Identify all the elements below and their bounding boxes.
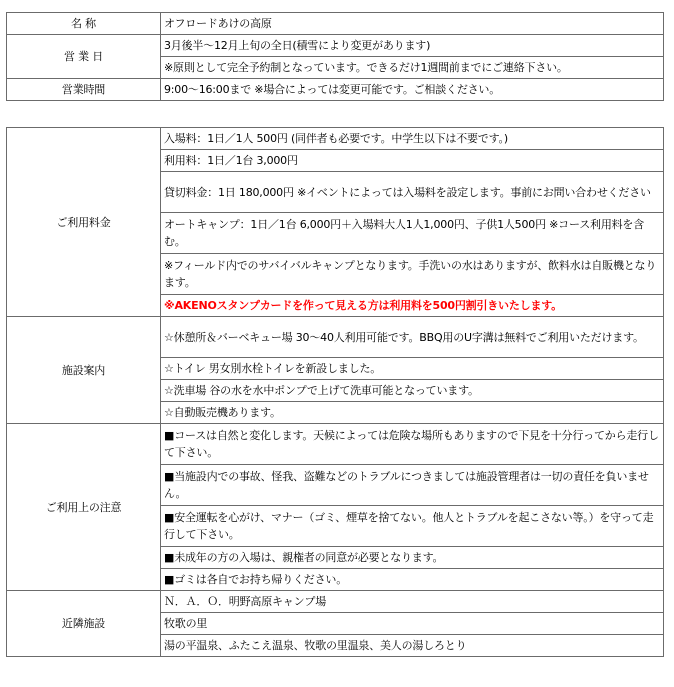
fees-label: ご利用料金 (7, 128, 161, 317)
business-hours-value: 9:00～16:00まで ※場合によっては変更可能です。ご相談ください。 (161, 79, 664, 101)
facility-car-wash: ☆洗車場 谷の水を水中ポンプで上げて洗車可能となっています。 (161, 380, 664, 402)
business-days-label: 営 業 日 (7, 35, 161, 79)
facility-toilet: ☆トイレ 男女別水栓トイレを新設しました。 (161, 358, 664, 380)
nearby-bokka: 牧歌の里 (161, 613, 664, 635)
table-row (7, 35, 664, 57)
nearby-camp: Ｎ．Ａ．Ｏ．明野高原キャンプ場 (161, 591, 664, 613)
note-minors: ■未成年の方の入場は、親権者の同意が必要となります。 (161, 547, 664, 569)
fee-usage: 利用料：1日／1台 3,000円 (161, 150, 664, 172)
fee-survival-camp-note: ※フィールド内でのサバイバルキャンプとなります。手洗いの水はありますが、飲料水は自販機となります。 (161, 254, 664, 295)
facility-bbq: ☆休憩所＆バーベキュー場 30～40人利用可能です。BBQ用のU字溝は無料でご利用いただけます。 (161, 317, 664, 358)
name-value: オフロードあけの高原 (161, 13, 664, 35)
note-manners: ■安全運転を心がけ、マナー（ゴミ、煙草を捨てない。他人とトラブルを起こさない等。）を守って走行して下さい。 (161, 506, 664, 547)
note-garbage: ■ゴミは各自でお持ち帰りください。 (161, 569, 664, 591)
reservation-note: ※原則として完全予約制となっています。できるだけ1週間前までにご連絡下さい。 (161, 57, 664, 79)
table-row (7, 317, 664, 358)
note-course: ■コースは自然と変化します。天候によっては危険な場所もありますので下見を十分行ってから走行して下さい。 (161, 424, 664, 465)
table-row (7, 128, 664, 150)
stamp-card-discount-note: ※AKENOスタンプカードを作って見える方は利用料を500円割引きいたします。 (161, 295, 664, 317)
table-row (7, 591, 664, 613)
fee-auto-camp: オートキャンプ：1日／1台 6,000円＋入場料大人1人1,000円、子供1人500円 ※コース利用料を含む。 (161, 213, 664, 254)
nearby-onsen: 湯の平温泉、ふたこえ温泉、牧歌の里温泉、美人の湯しろとり (161, 635, 664, 657)
facilities-label: 施設案内 (7, 317, 161, 424)
name-label: 名 称 (7, 13, 161, 35)
nearby-label: 近隣施設 (7, 591, 161, 657)
business-hours-label: 営業時間 (7, 79, 161, 101)
table-row (7, 424, 664, 465)
notes-label: ご利用上の注意 (7, 424, 161, 591)
business-days-value: 3月後半～12月上旬の全日(積雪により変更があります) (161, 35, 664, 57)
fee-charter: 貸切料金：1日 180,000円 ※イベントによっては入場料を設定します。事前にお問い合わせください (161, 172, 664, 213)
basic-info-table (6, 12, 664, 101)
table-row (7, 13, 664, 35)
detail-info-table (6, 127, 664, 657)
facility-vending: ☆自動販売機あります。 (161, 402, 664, 424)
table-row (7, 79, 664, 101)
note-liability: ■当施設内での事故、怪我、盗難などのトラブルにつきましては施設管理者は一切の責任を負いません。 (161, 465, 664, 506)
fee-entry: 入場料：1日／1人 500円 (同伴者も必要です。中学生以下は不要です。) (161, 128, 664, 150)
